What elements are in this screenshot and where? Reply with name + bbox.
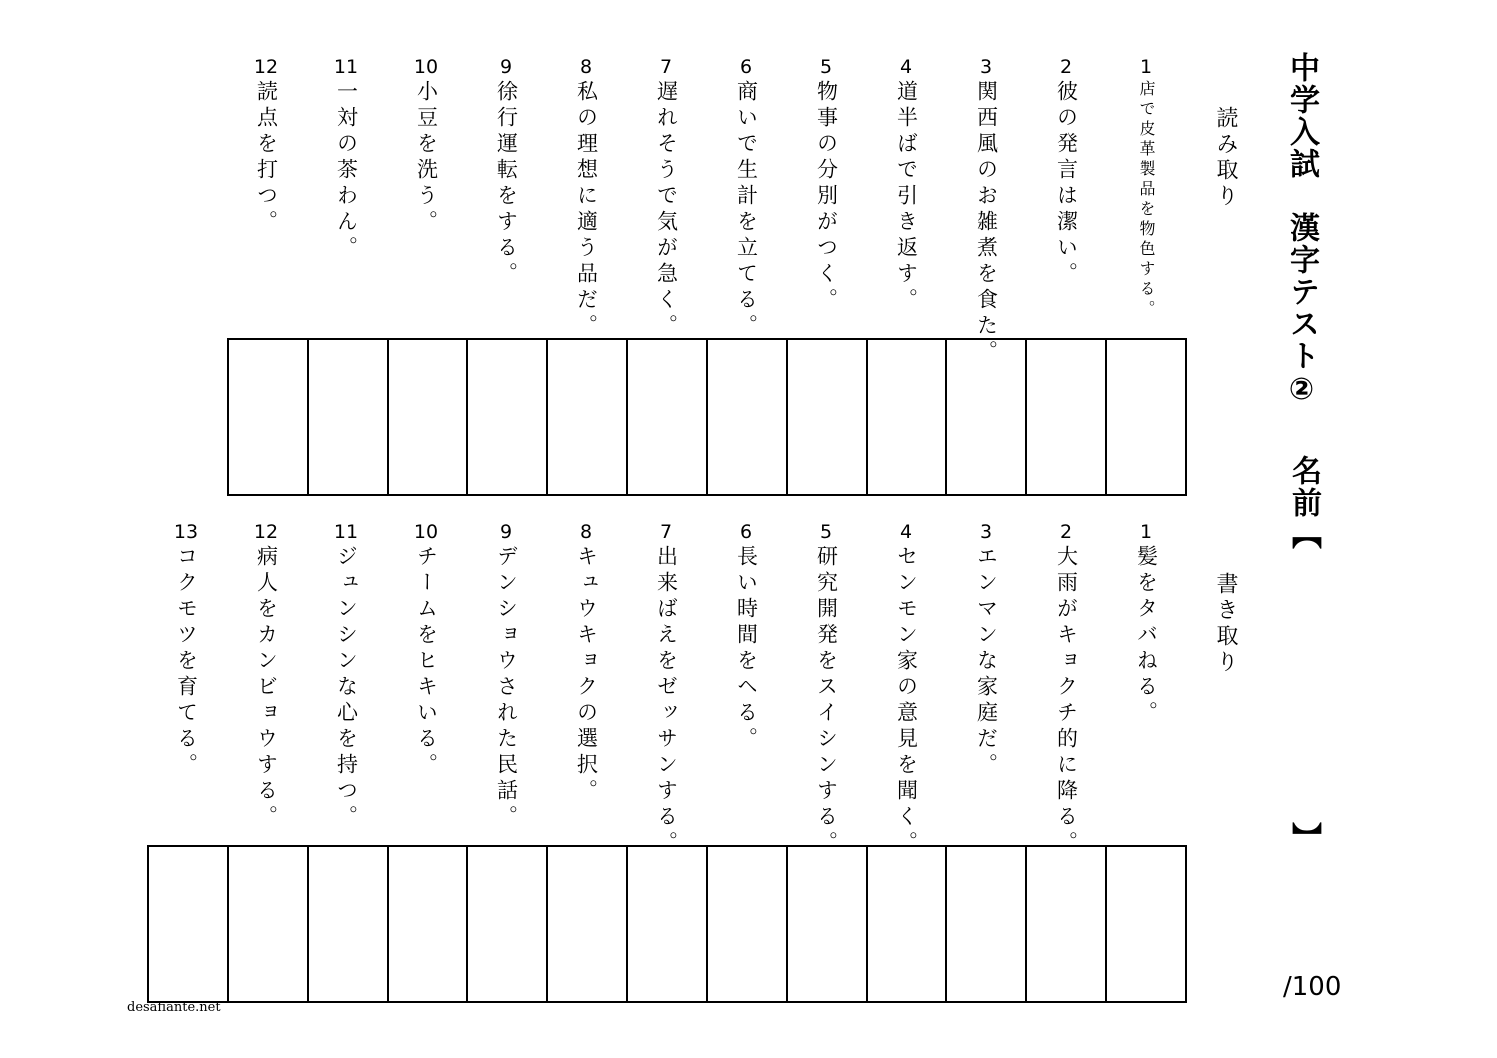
yomitori-question-9: [493, 56, 519, 288]
kakitori-answer-grid: [147, 845, 1187, 1003]
yomitori-answer-grid: [227, 338, 1187, 496]
answer-box-9[interactable]: [466, 340, 546, 494]
question-text: コクモツを育てる。: [174, 545, 199, 779]
question-number: 9: [499, 56, 513, 78]
kakitori-question-11: [333, 521, 359, 831]
kakitori-question-8: [573, 521, 599, 805]
question-text: 長い時間をヘる。: [734, 545, 759, 753]
question-number: 12: [253, 521, 279, 543]
kakitori-question-1: [1133, 521, 1159, 727]
kakitori-heading: 書き取り: [1213, 572, 1238, 676]
name-label: 名前【: [1286, 455, 1321, 551]
question-text: 私の理想に適う品だ。: [574, 80, 599, 340]
question-number: 10: [413, 521, 439, 543]
question-number: 1: [1139, 521, 1153, 543]
question-number: 6: [739, 56, 753, 78]
question-text: 道半ばで引き返す。: [894, 80, 919, 314]
answer-box-7[interactable]: [626, 340, 706, 494]
answer-box-9[interactable]: [466, 847, 546, 1001]
answer-box-7[interactable]: [626, 847, 706, 1001]
kakitori-question-5: [813, 521, 839, 857]
answer-box-12[interactable]: [229, 340, 307, 494]
question-text: 彼の発言は潔い。: [1054, 80, 1079, 288]
question-text: 出来ばえをゼッサンする。: [654, 545, 679, 857]
question-number: 2: [1059, 56, 1073, 78]
question-number: 11: [333, 521, 359, 543]
question-text: 関西風のお雑煮を食た。: [974, 80, 999, 366]
answer-box-6[interactable]: [706, 847, 786, 1001]
question-text: キュウキョクの選択。: [574, 545, 599, 805]
question-text: 遅れそうで気が急く。: [654, 80, 679, 340]
question-number: 3: [979, 521, 993, 543]
yomitori-question-8: [573, 56, 599, 340]
answer-box-2[interactable]: [1025, 340, 1105, 494]
kakitori-question-7: [653, 521, 679, 857]
question-text: チームをヒキいる。: [414, 545, 439, 779]
answer-box-10[interactable]: [387, 340, 467, 494]
answer-box-1[interactable]: [1105, 847, 1185, 1001]
question-text: 徐行運転をする。: [494, 80, 519, 288]
question-text: 一対の茶わん。: [334, 80, 359, 262]
question-number: 6: [739, 521, 753, 543]
yomitori-question-5: [813, 56, 839, 314]
site-footer: desafiante.net: [127, 1000, 221, 1015]
question-text: 小豆を洗う。: [414, 80, 439, 236]
yomitori-question-10: [413, 56, 439, 236]
question-number: 7: [659, 56, 673, 78]
answer-box-6[interactable]: [706, 340, 786, 494]
question-text: センモン家の意見を聞く。: [894, 545, 919, 857]
question-text: 病人をカンビョウする。: [254, 545, 279, 831]
question-text: 大雨がキョクチ的に降る。: [1054, 545, 1079, 857]
answer-box-10[interactable]: [387, 847, 467, 1001]
answer-box-8[interactable]: [546, 847, 626, 1001]
answer-box-8[interactable]: [546, 340, 626, 494]
yomitori-heading: 読み取り: [1213, 106, 1238, 210]
kakitori-question-6: [733, 521, 759, 753]
yomitori-question-2: [1053, 56, 1079, 288]
kakitori-question-3: [973, 521, 999, 779]
question-number: 7: [659, 521, 673, 543]
yomitori-question-4: [893, 56, 919, 314]
question-number: 11: [333, 56, 359, 78]
answer-box-4[interactable]: [866, 847, 946, 1001]
kakitori-question-4: [893, 521, 919, 857]
question-number: 1: [1139, 56, 1153, 78]
question-number: 13: [173, 521, 199, 543]
answer-box-5[interactable]: [786, 340, 866, 494]
yomitori-question-11: [333, 56, 359, 262]
question-number: 12: [253, 56, 279, 78]
question-number: 9: [499, 521, 513, 543]
yomitori-question-7: [653, 56, 679, 340]
question-number: 8: [579, 521, 593, 543]
question-text: 読点を打つ。: [254, 80, 279, 236]
kakitori-question-12: [253, 521, 279, 831]
question-number: 5: [819, 521, 833, 543]
question-number: 10: [413, 56, 439, 78]
question-text: ジュンシンな心を持つ。: [334, 545, 359, 831]
answer-box-4[interactable]: [866, 340, 946, 494]
question-text: 髪をタバねる。: [1134, 545, 1159, 727]
answer-box-12[interactable]: [227, 847, 307, 1001]
question-number: 4: [899, 56, 913, 78]
question-text: エンマンな家庭だ。: [974, 545, 999, 779]
answer-box-11[interactable]: [307, 847, 387, 1001]
question-number: 5: [819, 56, 833, 78]
answer-box-2[interactable]: [1025, 847, 1105, 1001]
question-number: 8: [579, 56, 593, 78]
yomitori-question-6: [733, 56, 759, 340]
question-text: 物事の分別がつく。: [814, 80, 839, 314]
page-title: 中学入試 漢字テスト②: [1284, 52, 1319, 409]
kakitori-question-2: [1053, 521, 1079, 857]
question-text: 商いで生計を立てる。: [734, 80, 759, 340]
answer-box-1[interactable]: [1105, 340, 1185, 494]
score-total: /100: [1283, 972, 1342, 1002]
answer-box-3[interactable]: [945, 340, 1025, 494]
question-number: 4: [899, 521, 913, 543]
yomitori-question-12: [253, 56, 279, 236]
answer-box-3[interactable]: [945, 847, 1025, 1001]
question-number: 3: [979, 56, 993, 78]
kakitori-question-9: [493, 521, 519, 831]
kakitori-question-10: [413, 521, 439, 779]
answer-box-5[interactable]: [786, 847, 866, 1001]
answer-box-13[interactable]: [149, 847, 227, 1001]
yomitori-question-3: [973, 56, 999, 366]
question-text: 店で皮革製品を物色する。: [1137, 80, 1156, 320]
kakitori-question-13: [173, 521, 199, 779]
question-text: 研究開発をスイシンする。: [814, 545, 839, 857]
question-text: デンショウされた民話。: [494, 545, 519, 831]
answer-box-11[interactable]: [307, 340, 387, 494]
question-number: 2: [1059, 521, 1073, 543]
name-close-bracket: 】: [1286, 822, 1321, 852]
yomitori-question-1: [1133, 56, 1159, 320]
